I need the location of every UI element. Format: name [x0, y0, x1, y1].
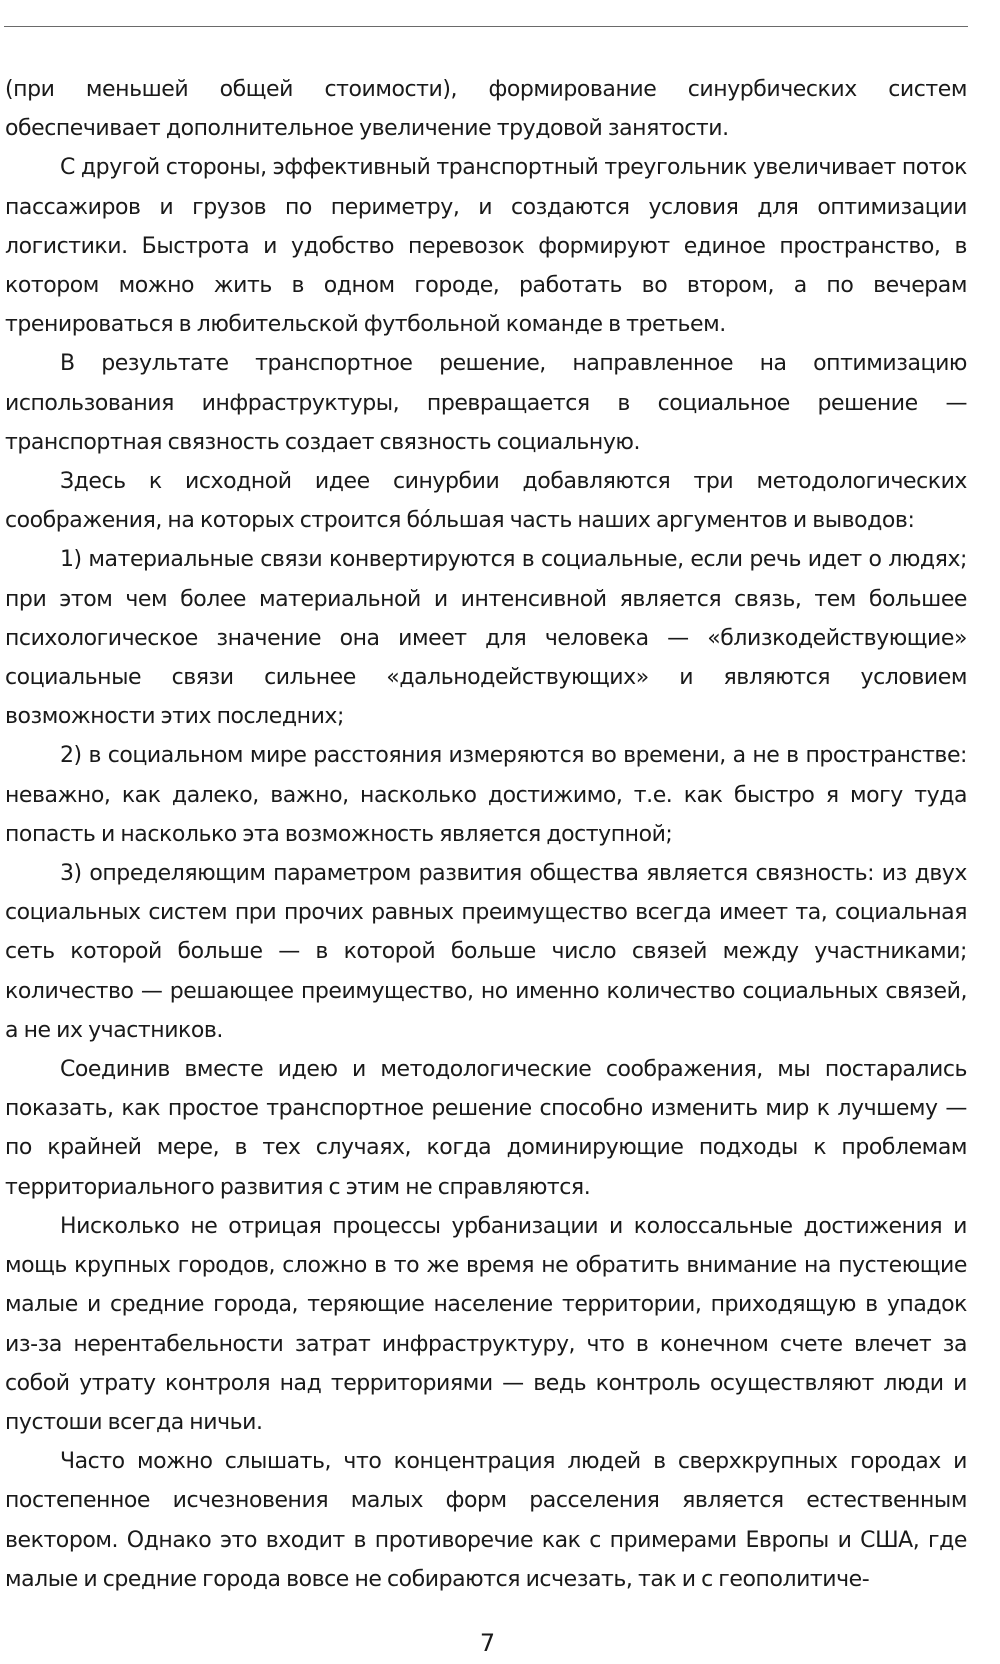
paragraph: В результате транспортное решение, направленное на оптимизацию использования инфраструктуры, превращается в социальное решение — транспортная связность создает связность социальную. — [5, 351, 967, 455]
paragraph: (при меньшей общей стоимости), формирование синурбических систем обеспечивает дополнительное увеличение трудовой занятости. — [5, 77, 967, 142]
list-item-paragraph: 3) определяющим параметром развития общества является связность: из двух социальных систем при прочих равных преимущество всегда имеет та, социальная сеть которой больше — в которой больше число связей между участниками; количество — решающее преимущество, но именно количество социальных связей, а не их участников. — [5, 861, 967, 1043]
header-rule — [4, 26, 968, 27]
paragraph: Часто можно слышать, что концентрация людей в сверхкрупных городах и постепенное исчезновения малых форм расселения является естественным вектором. Однако это входит в противоречие как с примерами Европы и США, где малые и средние города вовсе не собираются исчезать, так и с геополитиче- — [5, 1449, 967, 1592]
body-text — [5, 70, 967, 1599]
paragraph: Соединив вместе идею и методологические соображения, мы постарались показать, как простое транспортное решение способно изменить мир к лучшему — по крайней мере, в тех случаях, когда доминирующие подходы к проблемам территориального развития с этим не справляются. — [5, 1057, 967, 1200]
paragraph: С другой стороны, эффективный транспортный треугольник увеличивает поток пассажиров и грузов по периметру, и создаются условия для оптимизации логистики. Быстрота и удобство перевозок формируют единое пространство, в котором можно жить в одном городе, работать во втором, а по вечерам тренироваться в любительской футбольной команде в третьем. — [5, 155, 967, 338]
list-item-paragraph: 2) в социальном мире расстояния измеряются во времени, а не в пространстве: неважно, как далеко, важно, насколько достижимо, т.е. как быстро я могу туда попасть и насколько эта возможность является доступной; — [5, 743, 967, 847]
list-item-paragraph: 1) материальные связи конвертируются в социальные, если речь идет о людях; при этом чем более материальной и интенсивной является связь, тем большее психологическое значение она имеет для человека — «близкодействующие» социальные связи сильнее «дальнодействующих» и являются условием возможности этих последних; — [5, 547, 967, 730]
paragraph: Здесь к исходной идее синурбии добавляются три методологических соображения, на которых строится бóльшая часть наших аргументов и выводов: — [5, 469, 967, 534]
page-number: 7 — [479, 1629, 496, 1657]
paragraph: Нисколько не отрицая процессы урбанизации и колоссальные достижения и мощь крупных городов, сложно в то же время не обратить внимание на пустеющие малые и средние города, теряющие население территории, приходящую в упадок из-за нерентабельности затрат инфраструктуру, что в конечном счете влечет за собой утрату контроля над территориями — ведь контроль осуществляют люди и пустоши всегда ничьи. — [5, 1213, 967, 1435]
